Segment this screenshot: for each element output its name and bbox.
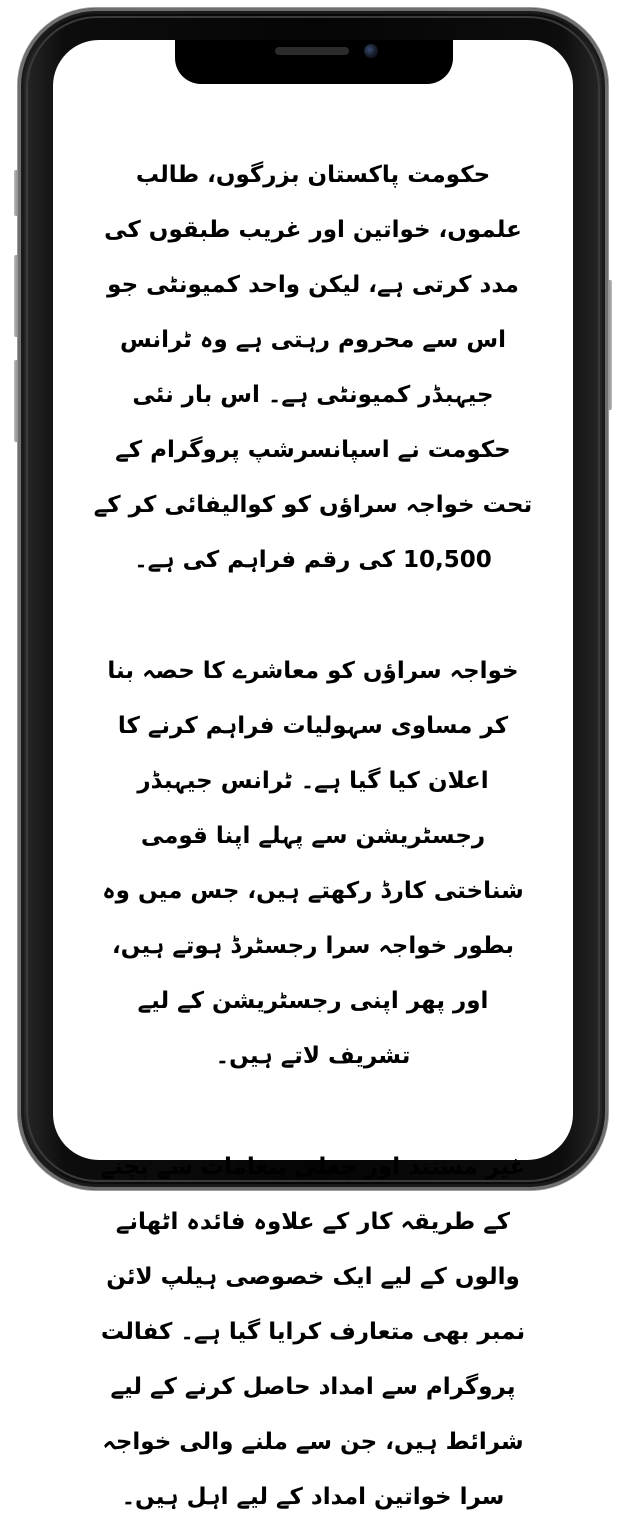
paragraph-2: خواجہ سراؤں کو معاشرے کا حصہ بنا کر مساوی سہولیات فراہم کرنے کا اعلان کیا گیا ہے۔ ٹرانس جیہبڈر رجسٹریشن سے پہلے اپنا قومی شناختی کارڈ رکھتے ہیں، جس میں وہ بطور خواجہ سرا رجسٹرڈ ہوتے ہیں، اور پھر اپنی رجسٹریشن کے لیے تشریف لاتے ہیں۔ <box>102 658 524 1069</box>
earpiece-speaker <box>275 47 349 55</box>
front-camera-icon <box>364 44 378 58</box>
paragraph-3: غیر مستند اور جعلی پیغامات سے بچنے کے طریقہ کار کے علاوہ فائدہ اٹھانے والوں کے لیے ایک خصوصی ہیلپ لائن نمبر بھی متعارف کرایا گیا ہے۔ کفالت پروگرام سے امداد حاصل کرنے کے لیے شرائط ہیں، جن سے ملنے والی خواجہ سرا خواتین امداد کے لیے اہل ہیں۔ <box>100 1154 526 1510</box>
paragraph-1: حکومت پاکستان بزرگوں، طالب علموں، خواتین اور غریب طبقوں کی مدد کرتی ہے، لیکن واحد کمیونٹی جو اس سے محروم رہتی ہے وہ ٹرانس جیہبڈر کمیونٹی ہے۔ اس بار نئی حکومت نے اسپانسرشپ پروگرام کے تحت خواجہ سراؤں کو کوالیفائی کر کے 10,500 کی رقم فراہم کی ہے۔ <box>93 162 533 573</box>
article-body <box>93 148 533 1525</box>
phone-screen <box>53 40 573 1510</box>
